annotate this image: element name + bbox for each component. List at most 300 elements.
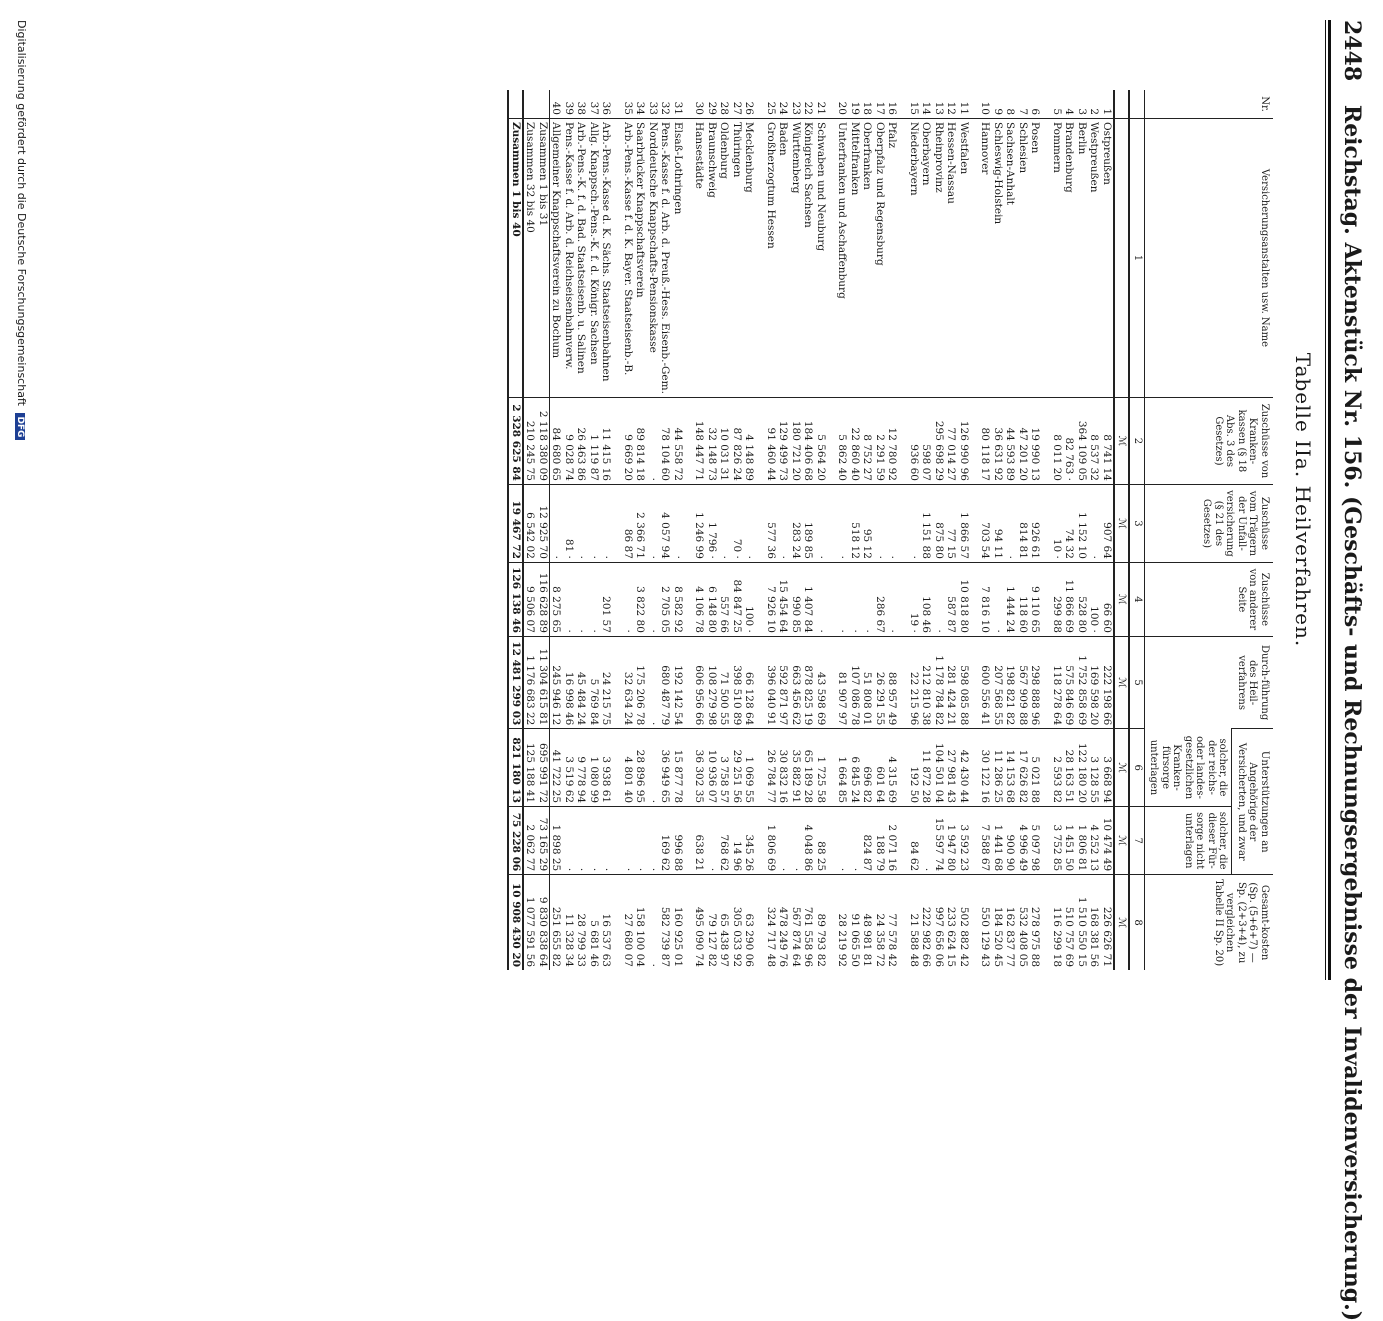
row-name: Posen: [1029, 119, 1042, 398]
cell-c8: 761 558 96: [802, 875, 815, 970]
col-header-c8: Gesamt-kosten (Sp. (5+6+7) — Sp. (2+3+4), zu vergleichen Tabelle II Sp. 20): [1145, 875, 1274, 970]
page-number: 2448: [1339, 20, 1365, 82]
cell-c6: 104 501 04: [933, 729, 946, 807]
row-name: Pens.-Kasse f. d. Arb. d. Preuß.-Hess. Eisenb.-Gem.: [659, 119, 672, 398]
cell-c2: 2 328 625 84: [509, 397, 524, 484]
row-name: Zusammen 1 bis 40: [509, 119, 524, 398]
table-row: [836, 90, 849, 970]
table-row: [958, 90, 971, 970]
table-row: [563, 90, 576, 970]
cell-c2: 32 148 73: [706, 397, 719, 484]
cell-c4: 126 138 46: [509, 562, 524, 636]
col-index: 8: [1130, 875, 1145, 970]
cell-c5: 12 481 299 03: [509, 636, 524, 728]
table-row: [634, 90, 647, 970]
cell-c2: 87 826 24: [731, 397, 744, 484]
cell-c6: 5 021 88: [1029, 729, 1042, 807]
spacer-cell: [827, 729, 836, 807]
table-row: [706, 90, 719, 970]
cell-c6: 9 778 94: [575, 729, 588, 807]
spacer-cell: [613, 807, 622, 875]
row-name: Saarbrücker Knappschaftsverein: [634, 119, 647, 398]
cell-c7: 768 62: [718, 807, 731, 875]
cell-c3: 1 246 99: [693, 484, 706, 562]
cell-c3: 577 36: [765, 484, 778, 562]
cell-c5: 575 846 69: [1063, 636, 1076, 728]
cell-c2: 8 011 20: [1051, 397, 1064, 484]
cell-c8: 27 680 07: [622, 875, 635, 970]
spacer-cell: [1042, 119, 1051, 398]
table-row: [1004, 90, 1017, 970]
cell-c8: 21 588 48: [908, 875, 921, 970]
cell-c7: ·: [600, 807, 613, 875]
cell-c4: ·: [861, 562, 874, 636]
cell-c6: 3 758 57: [718, 729, 731, 807]
table-body: [509, 90, 1115, 970]
cell-c8: 77 578 42: [886, 875, 899, 970]
spacer-cell: [756, 875, 765, 970]
spacer-cell: [756, 90, 765, 119]
cell-c5: 212 810 38: [920, 636, 933, 728]
row-name: Oberpfalz und Regensburg: [874, 119, 887, 398]
cell-c2: 47 201 20: [1017, 397, 1030, 484]
row-number: 38: [575, 101, 588, 115]
cell-c7: ·: [563, 807, 576, 875]
row-name: Schwaben und Neuburg: [815, 119, 828, 398]
col-header-c4: Zuschüsse von anderer Seite: [1145, 562, 1274, 636]
row-name: Großherzogtum Hessen: [765, 119, 778, 398]
table-row: [693, 90, 706, 970]
cell-c2: ·: [647, 397, 660, 484]
cell-c2: 2 118 380 09: [537, 397, 550, 484]
cell-c3: ·: [718, 484, 731, 562]
table-title: Tabelle IIa. Heilverfahren.: [1291, 352, 1315, 648]
group-spacer: [827, 90, 836, 970]
dfg-logo: DFG: [15, 413, 25, 440]
cell-c3: 81 ·: [563, 484, 576, 562]
cell-c7: ·: [622, 807, 635, 875]
row-number: 4: [1063, 108, 1076, 115]
cell-c4: 100 ·: [743, 562, 756, 636]
spacer-cell: [756, 807, 765, 875]
row-number: 9: [992, 108, 1004, 115]
cell-c2: 9 028 74: [563, 397, 576, 484]
cell-c3: ·: [908, 484, 921, 562]
cell-c6: 30 122 16: [979, 729, 992, 807]
cell-c8: 251 655 82: [550, 875, 563, 970]
row-name: Thüringen: [731, 119, 744, 398]
row-number: 20: [836, 101, 849, 115]
cell-c3: ·: [1004, 484, 1017, 562]
cell-c7: ·: [588, 807, 601, 875]
cell-c5: 663 456 62: [790, 636, 803, 728]
cell-c3: 703 54: [979, 484, 992, 562]
row-number: 25: [765, 101, 777, 115]
table-row: [588, 90, 601, 970]
col-index: 3: [1130, 484, 1145, 562]
spacer-cell: [756, 636, 765, 728]
cell-c8: 1 077 591 56: [523, 875, 537, 970]
cell-c5: 71 500 55: [718, 636, 731, 728]
unit-mark: ℳ: [1114, 397, 1130, 484]
unit-mark: ℳ: [1114, 807, 1130, 875]
cell-c5: 245 946 12: [550, 636, 563, 728]
cell-c4: ·: [886, 562, 899, 636]
cell-c3: 86 87: [622, 484, 635, 562]
cell-c6: ·: [647, 729, 660, 807]
cell-c4: 116 628 89: [537, 562, 550, 636]
cell-c7: 2 062 77: [523, 807, 537, 875]
cell-c5: 198 821 82: [1004, 636, 1017, 728]
cell-c6: 42 430 44: [958, 729, 971, 807]
cell-c2: 44 558 72: [672, 397, 685, 484]
spacer-cell: [827, 562, 836, 636]
row-number: 34: [634, 101, 647, 115]
cell-c8: 1 510 550 15: [1076, 875, 1089, 970]
cell-c3: ·: [874, 484, 887, 562]
cell-c6: 30 832 16: [777, 729, 790, 807]
spacer-cell: [684, 90, 693, 119]
cell-c6: 65 189 28: [802, 729, 815, 807]
table-row: [659, 90, 672, 970]
cell-c8: 222 982 66: [920, 875, 933, 970]
row-number: 16: [886, 101, 899, 115]
cell-c5: 11 304 615 81: [537, 636, 550, 728]
col-index: 2: [1130, 397, 1145, 484]
row-name: Rheinprovinz: [933, 119, 946, 398]
table-row: [1101, 90, 1115, 970]
cell-c5: 1 178 784 82: [933, 636, 946, 728]
spacer-cell: [827, 90, 836, 119]
spacer-cell: [899, 875, 908, 970]
cell-c4: 66 60: [1101, 562, 1115, 636]
cell-c6: 695 991 72: [537, 729, 550, 807]
cell-c3: ·: [886, 484, 899, 562]
cell-c3: 926 61: [1029, 484, 1042, 562]
cell-c4: 11 866 69: [1063, 562, 1076, 636]
group-spacer: [613, 90, 622, 970]
digitization-note: [15, 0, 28, 1020]
cell-c4: 201 57: [600, 562, 613, 636]
cell-c3: 12 925 70: [537, 484, 550, 562]
row-number: 26: [743, 101, 756, 115]
row-name: Oberfranken: [861, 119, 874, 398]
cell-c8: 28 799 33: [575, 875, 588, 970]
col-header-c7: solcher, die dieser Für-sorge nicht unterlagen: [1145, 807, 1233, 875]
cell-c4: 7 926 10: [765, 562, 778, 636]
table-row: [886, 90, 899, 970]
cell-c6: 3 519 62: [563, 729, 576, 807]
cell-c7: 14 96: [731, 807, 744, 875]
cell-c4: 100 ·: [1088, 562, 1101, 636]
cell-c3: 10 ·: [1051, 484, 1064, 562]
cell-c4: ·: [588, 562, 601, 636]
table-row: [849, 90, 862, 970]
spacer-cell: [684, 484, 693, 562]
cell-c5: 169 598 20: [1088, 636, 1101, 728]
cell-c7: ·: [849, 807, 862, 875]
spacer-cell: [613, 729, 622, 807]
cell-c6: 36 302 35: [693, 729, 706, 807]
spacer-cell: [970, 636, 979, 728]
row-number: 27: [731, 101, 743, 115]
row-name: Allg. Knappsch.-Pens.-K. f. d. Königr. Sachsen: [588, 119, 601, 398]
cell-c2: 78 104 60: [659, 397, 672, 484]
cell-c2: 8 537 32: [1088, 397, 1101, 484]
cell-c4: 6 148 80: [706, 562, 719, 636]
row-name: Allgemeiner Knappschaftsverein zu Bochum: [550, 119, 563, 398]
cell-c8: 478 249 76: [777, 875, 790, 970]
unit-mark: ℳ: [1114, 875, 1130, 970]
cell-c6: 1 080 99: [588, 729, 601, 807]
row-number: 12: [945, 101, 958, 115]
cell-c8: 168 381 56: [1088, 875, 1101, 970]
unit-row: [1114, 90, 1130, 970]
cell-c6: 27 981 43: [945, 729, 958, 807]
row-name: Schleswig-Holstein: [992, 119, 1005, 398]
cell-c6: 41 722 25: [550, 729, 563, 807]
cell-c2: 89 814 18: [634, 397, 647, 484]
group-spacer: [970, 90, 979, 970]
cell-c5: 600 556 41: [979, 636, 992, 728]
cell-c6: 696 82: [861, 729, 874, 807]
cell-c8: 79 127 82: [706, 875, 719, 970]
col-header-c5: Durch-führung des Heil-verfahrens: [1145, 636, 1274, 728]
spacer-cell: [684, 875, 693, 970]
cell-c5: 680 487 79: [659, 636, 672, 728]
cell-c2: 82 763 ·: [1063, 397, 1076, 484]
table-row: [920, 90, 933, 970]
cell-c4: 557 66: [718, 562, 731, 636]
row-number: 28: [718, 101, 731, 115]
cell-c4: ·: [815, 562, 828, 636]
cell-c7: 2 071 16: [886, 807, 899, 875]
cell-c7: ·: [706, 807, 719, 875]
cell-c5: 592 871 97: [777, 636, 790, 728]
cell-c8: 162 837 77: [1004, 875, 1017, 970]
cell-c4: 84 847 25: [731, 562, 744, 636]
row-number: 2: [1088, 108, 1101, 115]
cell-c6: 3 938 61: [600, 729, 613, 807]
cell-c8: 226 626 71: [1101, 875, 1115, 970]
cell-c2: 11 415 16: [600, 397, 613, 484]
col-header-group-6-7: Unterstützungen an Angehörige der Versicherten, und zwar: [1232, 729, 1273, 875]
cell-c6: 192 50: [908, 729, 921, 807]
cell-c2: 10 031 31: [718, 397, 731, 484]
cell-c8: 89 793 82: [815, 875, 828, 970]
group-spacer: [756, 90, 765, 970]
spacer-cell: [827, 119, 836, 398]
cell-c7: 1 898 25: [550, 807, 563, 875]
spacer-cell: [1042, 484, 1051, 562]
spacer-cell: [970, 807, 979, 875]
row-name: Westfalen: [958, 119, 971, 398]
cell-c8: 24 358 72: [874, 875, 887, 970]
table-row: [765, 90, 778, 970]
row-name: Zusammen 1 bis 31: [537, 119, 550, 398]
table-row: [647, 90, 660, 970]
table-row: [1029, 90, 1042, 970]
cell-c7: ·: [920, 807, 933, 875]
cell-c3: ·: [575, 484, 588, 562]
cell-c3: ·: [743, 484, 756, 562]
cell-c7: 1 806 69: [765, 807, 778, 875]
col-index: 1: [1130, 119, 1145, 398]
cell-c3: 6 542 02: [523, 484, 537, 562]
row-name: Unterfranken und Aschaffenburg: [836, 119, 849, 398]
table-row: [815, 90, 828, 970]
cell-c6: 11 286 25: [992, 729, 1005, 807]
cell-c6: 601 64: [874, 729, 887, 807]
cell-c8: 91 065 50: [849, 875, 862, 970]
cell-c3: 907 64: [1101, 484, 1115, 562]
cell-c3: 518 12: [849, 484, 862, 562]
cell-c4: 8 275 65: [550, 562, 563, 636]
cell-c6: 15 877 78: [672, 729, 685, 807]
cell-c8: ·: [647, 875, 660, 970]
row-number: 22: [802, 101, 815, 115]
row-number: 14: [920, 101, 933, 115]
cell-c5: 88 957 49: [886, 636, 899, 728]
table-row: [1017, 90, 1030, 970]
row-number: 5: [1051, 108, 1063, 115]
cell-c2: 9 669 20: [622, 397, 635, 484]
cell-c8: 324 717 48: [765, 875, 778, 970]
spacer-cell: [899, 562, 908, 636]
cell-c5: 192 142 54: [672, 636, 685, 728]
cell-c7: ·: [790, 807, 803, 875]
cell-c3: ·: [588, 484, 601, 562]
cell-c6: 3 128 55: [1088, 729, 1101, 807]
cell-c5: 24 215 75: [600, 636, 613, 728]
cell-c4: 3 822 80: [634, 562, 647, 636]
row-name: Hessen-Nassau: [945, 119, 958, 398]
cell-c3: 1 866 57: [958, 484, 971, 562]
cell-c8: 184 520 45: [992, 875, 1005, 970]
cell-c7: 4 252 13: [1088, 807, 1101, 875]
cell-c4: 2 705 05: [659, 562, 672, 636]
spacer-cell: [1042, 562, 1051, 636]
spacer-cell: [1042, 636, 1051, 728]
cell-c4: 286 67: [874, 562, 887, 636]
cell-c2: 180 721 20: [790, 397, 803, 484]
row-name: Zusammen 32 bis 40: [523, 119, 537, 398]
row-number: [509, 90, 524, 119]
cell-c3: 875 80: [933, 484, 946, 562]
cell-c4: 587 87: [945, 562, 958, 636]
cell-c7: 75 228 06: [509, 807, 524, 875]
spacer-cell: [756, 119, 765, 398]
cell-c5: 16 998 46: [563, 636, 576, 728]
spacer-cell: [899, 729, 908, 807]
heilverfahren-table: [508, 90, 1274, 970]
spacer-cell: [613, 484, 622, 562]
table-row: [992, 90, 1005, 970]
row-name: Arb.-Pens.-K. f. d. Bad. Staatseisenb. u. Salinen: [575, 119, 588, 398]
cell-c7: 5 097 98: [1029, 807, 1042, 875]
cell-c6: 122 180 20: [1076, 729, 1089, 807]
spacer-cell: [684, 807, 693, 875]
cell-c2: 5 564 20: [815, 397, 828, 484]
cell-c5: 51 808 01: [861, 636, 874, 728]
spacer-cell: [756, 397, 765, 484]
spacer-cell: [613, 119, 622, 398]
cell-c6: 821 180 13: [509, 729, 524, 807]
cell-c7: 169 62: [659, 807, 672, 875]
cell-c2: 36 631 92: [992, 397, 1005, 484]
spacer-cell: [1042, 807, 1051, 875]
table-row: [933, 90, 946, 970]
cell-c4: 9 506 07: [523, 562, 537, 636]
row-name: Königreich Sachsen: [802, 119, 815, 398]
cell-c3: 95 12: [861, 484, 874, 562]
row-number: 39: [563, 101, 575, 115]
table-row: [861, 90, 874, 970]
cell-c2: 19 990 13: [1029, 397, 1042, 484]
cell-c4: ·: [836, 562, 849, 636]
cell-c6: 29 251 56: [731, 729, 744, 807]
cell-c8: 5 681 46: [588, 875, 601, 970]
cell-c4: 1 407 84: [802, 562, 815, 636]
cell-c7: 345 26: [743, 807, 756, 875]
group-spacer: [899, 90, 908, 970]
cell-c6: 10 936 07: [706, 729, 719, 807]
col-index: 7: [1130, 807, 1145, 875]
cell-c5: 43 598 69: [815, 636, 828, 728]
cell-c2: 129 499 73: [777, 397, 790, 484]
cell-c2: 1 119 87: [588, 397, 601, 484]
row-name: Ostpreußen: [1101, 119, 1115, 398]
row-number: 29: [706, 101, 718, 115]
cell-c7: 1 451 50: [1063, 807, 1076, 875]
cell-c3: 2 366 71: [634, 484, 647, 562]
row-number: 31: [672, 101, 684, 115]
cell-c6: 26 784 77: [765, 729, 778, 807]
cell-c2: 5 862 40: [836, 397, 849, 484]
cell-c8: 63 290 06: [743, 875, 756, 970]
table-row: [622, 90, 635, 970]
row-name: Pommern: [1051, 119, 1064, 398]
spacer-cell: [899, 90, 908, 119]
cell-c3: 4 057 94: [659, 484, 672, 562]
cell-c3: ·: [600, 484, 613, 562]
table-row: [672, 90, 685, 970]
row-number: 13: [933, 101, 945, 115]
cell-c2: 2 291 59: [874, 397, 887, 484]
cell-c8: 48 981 81: [861, 875, 874, 970]
cell-c3: ·: [836, 484, 849, 562]
cell-c3: 283 24: [790, 484, 803, 562]
cell-c5: 298 888 96: [1029, 636, 1042, 728]
cell-c4: 7 816 10: [979, 562, 992, 636]
cell-c8: 160 925 01: [672, 875, 685, 970]
row-number: 30: [693, 101, 706, 115]
cell-c8: 510 757 69: [1063, 875, 1076, 970]
row-number: 33: [647, 101, 659, 115]
row-name: Elsaß-Lothringen: [672, 119, 685, 398]
cell-c6: 14 153 68: [1004, 729, 1017, 807]
row-name: Hannover: [979, 119, 992, 398]
cell-c7: ·: [634, 807, 647, 875]
cell-c4: ·: [622, 562, 635, 636]
row-number: 18: [861, 101, 874, 115]
cell-c3: 77 15: [945, 484, 958, 562]
cell-c8: 65 438 97: [718, 875, 731, 970]
table-row: [743, 90, 756, 970]
table-row: [731, 90, 744, 970]
cell-c7: 996 88: [672, 807, 685, 875]
row-number: 1: [1101, 108, 1113, 115]
